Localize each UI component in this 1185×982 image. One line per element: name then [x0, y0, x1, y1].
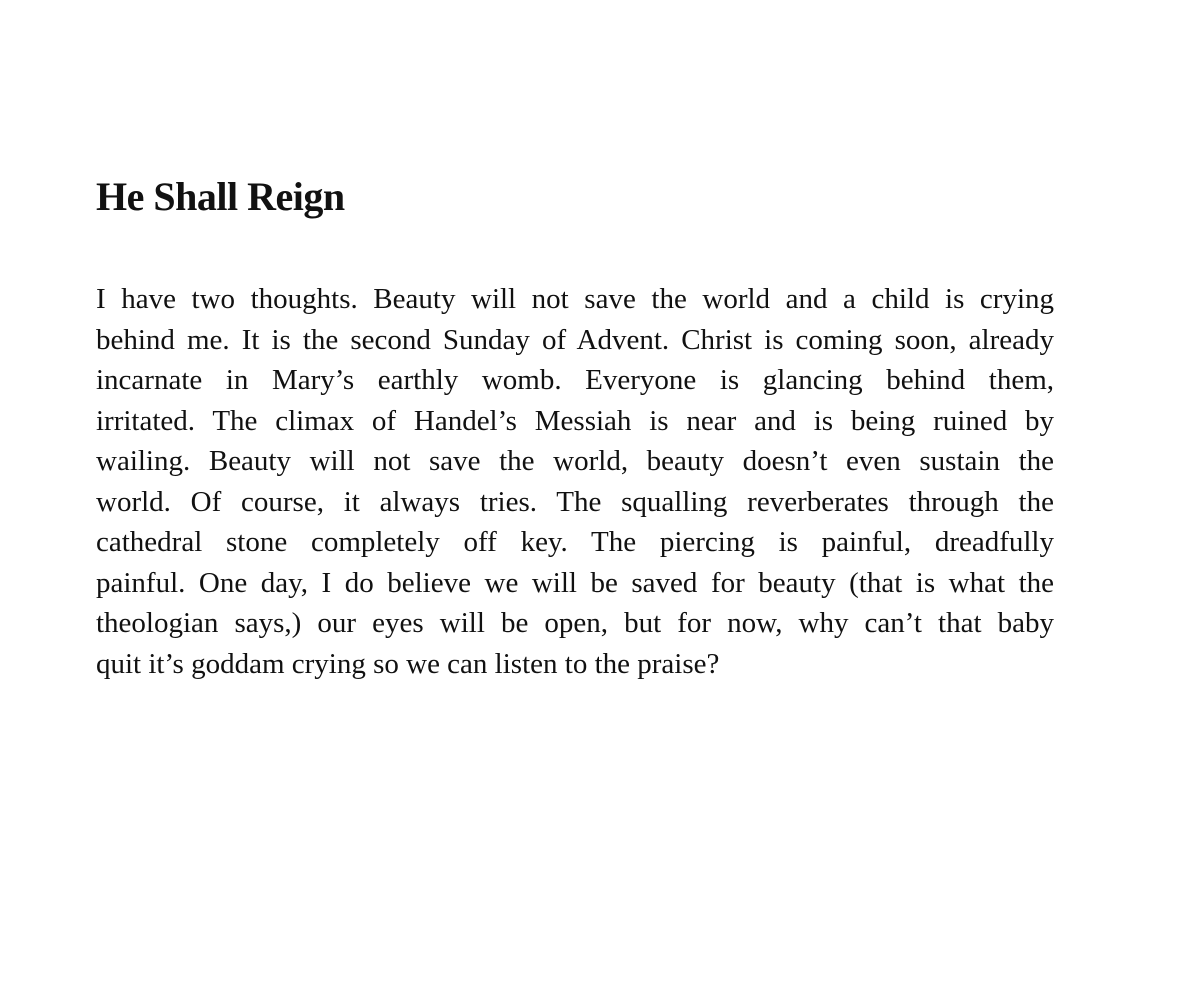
paragraph-line: theologian says,) our eyes will be open, but for now, why can’t that baby: [96, 607, 1054, 639]
paragraph-line: cathedral stone completely off key. The piercing is painful, dreadfully: [96, 526, 1054, 558]
paragraph-line: irritated. The climax of Handel’s Messiah is near and is being ruined by: [96, 404, 1054, 437]
paragraph-line: I have two thoughts. Beauty will not save the world and a child is crying: [96, 283, 1054, 315]
paragraph-line: quit it’s goddam crying so we can listen to the praise?: [96, 647, 720, 680]
paragraph-line: behind me. It is the second Sunday of Advent. Christ is coming soon, already: [96, 323, 1054, 356]
paragraph-line: painful. One day, I do believe we will be saved for beauty (that is what the: [96, 566, 1054, 599]
paragraph-line: incarnate in Mary’s earthly womb. Everyone is glancing behind them,: [96, 364, 1054, 396]
paragraph-line: wailing. Beauty will not save the world, beauty doesn’t even sustain the: [96, 445, 1054, 477]
paragraph-line: world. Of course, it always tries. The squalling reverberates through the: [96, 485, 1054, 518]
page-title: He Shall Reign: [96, 174, 345, 219]
body-paragraph: [96, 279, 1054, 684]
